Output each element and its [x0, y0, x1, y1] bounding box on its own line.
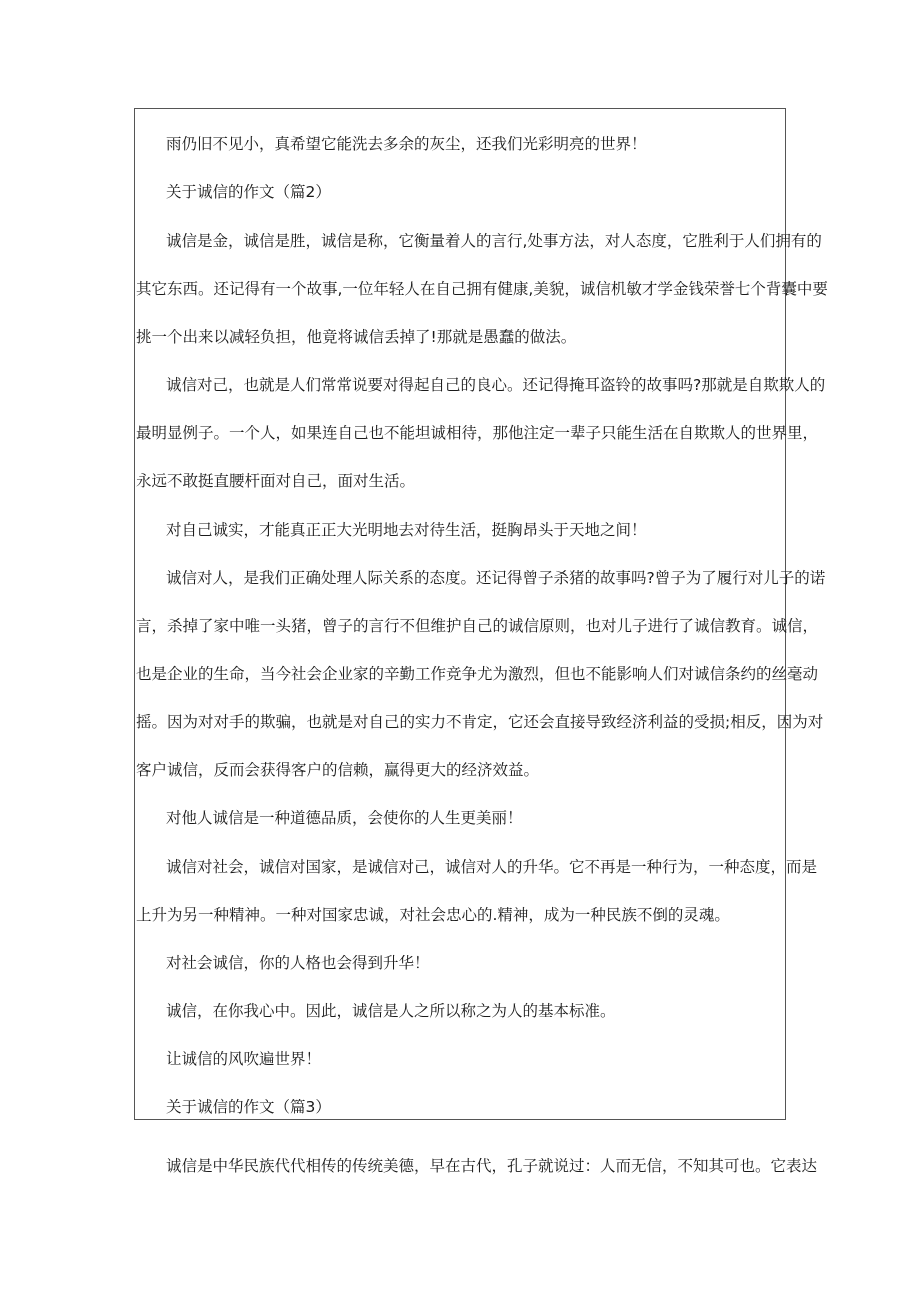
section-heading: 关于诚信的作文（篇3）	[166, 1098, 331, 1116]
paragraph-line: 也是企业的生命，当今社会企业家的辛勤工作竞争尤为激烈，但也不能影响人们对诚信条约的丝毫动	[136, 665, 819, 683]
paragraph-line: 诚信对己，也就是人们常常说要对得起自己的良心。还记得掩耳盗铃的故事吗?那就是自欺欺人的	[166, 376, 826, 394]
paragraph-line: 客户诚信，反而会获得客户的信赖，赢得更大的经济效益。	[136, 761, 540, 779]
paragraph-line: 对社会诚信，你的人格也会得到升华！	[166, 954, 430, 972]
paragraph-line: 诚信是金，诚信是胜，诚信是称，它衡量着人的言行,处事方法，对人态度，它胜利于人们拥有的	[166, 232, 822, 250]
paragraph-line: 上升为另一种精神。一种对国家忠诚，对社会忠心的.精神，成为一种民族不倒的灵魂。	[136, 906, 730, 924]
paragraph-line: 对自己诚实，才能真正正大光明地去对待生活，挺胸昂头于天地之间！	[166, 521, 647, 539]
paragraph-line: 诚信对社会，诚信对国家，是诚信对己，诚信对人的升华。它不再是一种行为，一种态度，而是	[166, 858, 818, 876]
paragraph-line: 让诚信的风吹遍世界！	[166, 1050, 322, 1068]
paragraph-line: 言，杀掉了家中唯一头猪，曾子的言行不但维护自己的诚信原则，也对儿子进行了诚信教育。诚信，	[136, 617, 819, 635]
paragraph-line: 诚信是中华民族代代相传的传统美德，早在古代，孔子就说过：人而无信，不知其可也。它表达	[166, 1157, 818, 1175]
paragraph-line: 诚信对人，是我们正确处理人际关系的态度。还记得曾子杀猪的故事吗?曾子为了履行对儿子的诺	[166, 569, 826, 587]
paragraph-line: 对他人诚信是一种道德品质，会使你的人生更美丽！	[166, 809, 523, 827]
section-heading: 关于诚信的作文（篇2）	[166, 183, 331, 201]
paragraph-line: 挑一个出来以减轻负担，他竟将诚信丢掉了!那就是愚蠢的做法。	[136, 328, 577, 346]
paragraph-line: 永远不敢挺直腰杆面对自己，面对生活。	[136, 472, 416, 490]
paragraph-line: 其它东西。还记得有一个故事,一位年轻人在自己拥有健康,美貌，诚信机敏才学金钱荣誉七个背囊中要	[136, 280, 828, 298]
paragraph-line: 诚信，在你我心中。因此，诚信是人之所以称之为人的基本标准。	[166, 1002, 616, 1020]
paragraph-line: 摇。因为对对手的欺骗，也就是对自己的实力不肯定，它还会直接导致经济利益的受损;相反，因为对	[136, 713, 824, 731]
paragraph-line: 雨仍旧不见小，真希望它能洗去多余的灰尘，还我们光彩明亮的世界！	[166, 135, 647, 153]
paragraph-line: 最明显例子。一个人，如果连自己也不能坦诚相待，那他注定一辈子只能生活在自欺欺人的世界里，	[136, 424, 819, 442]
